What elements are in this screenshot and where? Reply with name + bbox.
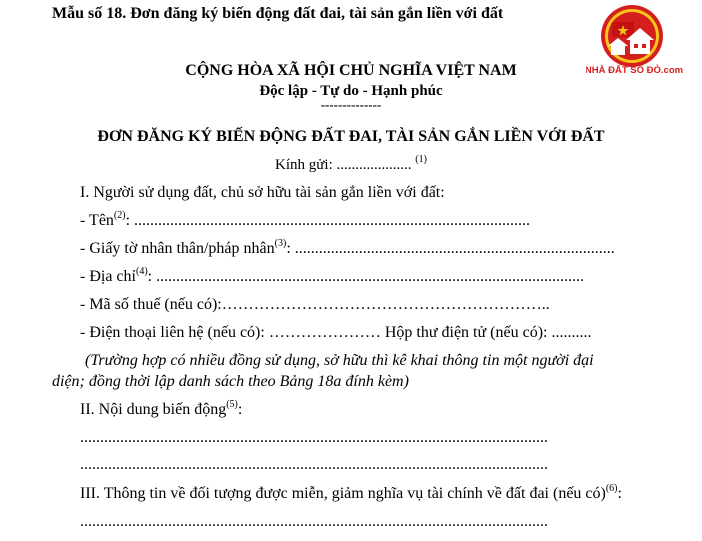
name-field[interactable] (80, 209, 531, 230)
section2-suffix: : (237, 401, 243, 418)
name-label: - Tên (80, 212, 114, 229)
section3-label: III. Thông tin về đối tượng được miễn, giảm nghĩa vụ tài chính về đất đai (nếu có) (80, 485, 606, 502)
section3-heading (80, 482, 622, 503)
co-owner-note-line2: diện; đồng thời lập danh sách theo Bảng 18a đính kèm) (52, 373, 409, 390)
phone-email-field[interactable]: - Điện thoại liên hệ (nếu có): ………………… Hộp thư điện tử (nếu có): .......... (80, 324, 592, 341)
id-document-note: (3) (274, 237, 287, 249)
recipient-label: Kính gửi: .................... (275, 157, 412, 173)
recipient-line (0, 154, 702, 174)
id-document-label: - Giấy tờ nhân thân/pháp nhân (80, 240, 275, 257)
address-dots: : ........................................................................................................... (147, 268, 585, 285)
co-owner-note-line1: (Trường hợp có nhiều đồng sử dụng, sở hữu thì kê khai thông tin một người đại (85, 352, 594, 369)
recipient-note: (1) (415, 154, 427, 165)
name-dots: : ................................................................................................... (125, 212, 531, 229)
header-divider: -------------- (320, 97, 382, 112)
id-document-field[interactable] (80, 237, 615, 258)
name-note: (2) (113, 209, 126, 221)
id-document-dots: : ................................................................................ (286, 240, 615, 257)
section2-note: (5) (226, 398, 238, 410)
change-content-line2[interactable]: ..................................................................................................................... (80, 456, 548, 473)
section2-label: II. Nội dung biến động (80, 401, 227, 418)
logo-text: NHÀ ĐẤT SỔ ĐỎ.com (586, 65, 684, 76)
exemption-info-line1[interactable]: ..................................................................................................................... (80, 513, 548, 530)
form-number-title: Mẫu số 18. Đơn đăng ký biến động đất đai, tài sản gắn liền với đất (52, 5, 504, 22)
section2-heading (80, 398, 243, 419)
section3-note: (6) (605, 482, 618, 494)
document-title: ĐƠN ĐĂNG KÝ BIẾN ĐỘNG ĐẤT ĐAI, TÀI SẢN GẮN LIỀN VỚI ĐẤT (97, 128, 605, 145)
address-label: - Địa chỉ (80, 268, 136, 285)
republic-heading: CỘNG HÒA XÃ HỘI CHỦ NGHĨA VIỆT NAM (185, 62, 517, 79)
address-note: (4) (135, 265, 148, 277)
section1-heading: I. Người sử dụng đất, chủ sở hữu tài sản gắn liền với đất: (80, 184, 445, 201)
address-field[interactable] (80, 265, 585, 286)
section3-suffix: : (617, 485, 622, 502)
change-content-line1[interactable]: ..................................................................................................................... (80, 429, 548, 446)
motto: Độc lập - Tự do - Hạnh phúc (259, 83, 443, 99)
tax-code-field[interactable]: - Mã số thuế (nếu có):…………………………………………………….. (80, 296, 550, 313)
